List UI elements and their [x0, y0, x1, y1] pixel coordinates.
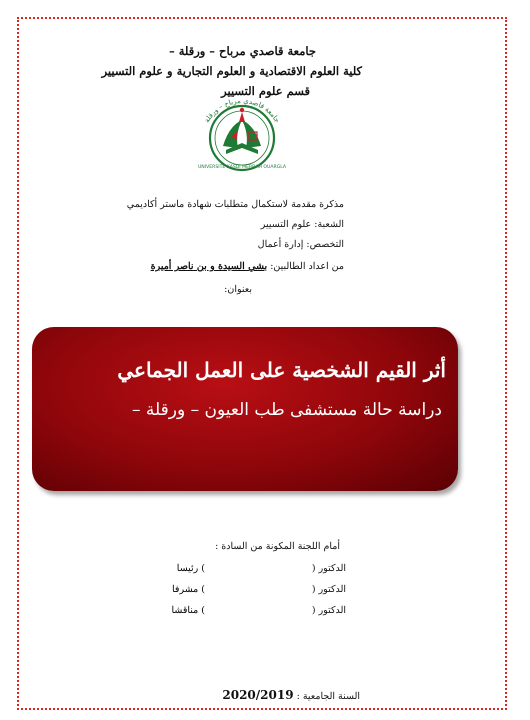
- title-label: بعنوان:: [224, 284, 252, 295]
- jury-member-label: الدكتور (: [311, 605, 346, 616]
- academic-year-value: 2020/2019: [222, 688, 294, 702]
- thesis-title: أثر القيم الشخصية على العمل الجماعي: [117, 358, 446, 382]
- jury-member-role: ) مشرفا: [172, 584, 205, 595]
- prepared-by-label: من اعداد الطالبين:: [270, 261, 344, 272]
- jury-intro: أمام اللجنة المكونة من السادة :: [215, 541, 340, 552]
- memo-branch: الشعبة: علوم التسيير: [260, 219, 344, 230]
- prepared-by: [151, 261, 344, 272]
- memo-specialty: التخصص: إدارة أعمال: [257, 239, 344, 250]
- student-names: بشي السيدة و بن ناصر أميرة: [150, 261, 268, 272]
- faculty-name: كلية العلوم الاقتصادية و العلوم التجارية و علوم التسيير: [101, 64, 362, 78]
- emblem-latin-text: UNIVERSITE KASDI MERBAH OUARGLA: [197, 165, 287, 170]
- jury-member-role: ) مناقشا: [171, 605, 205, 616]
- jury-member-label: الدكتور (: [311, 563, 346, 574]
- thesis-subtitle: دراسة حالة مستشفى طب العيون – ورقلة –: [131, 400, 442, 420]
- academic-year-label: السنة الجامعية :: [296, 691, 360, 702]
- academic-year: [222, 688, 360, 702]
- jury-member-label: الدكتور (: [311, 584, 346, 595]
- jury-member-role: ) رئيسا: [176, 563, 205, 574]
- emblem-arc-text: جامعة قاصدي مرباح – ورقلة: [202, 96, 282, 125]
- department-name: قسم علوم التسيير: [221, 84, 310, 98]
- memo-purpose: مذكرة مقدمة لاستكمال متطلبات شهادة ماستر أكاديمي: [126, 199, 344, 210]
- university-name: جامعة قاصدي مرباح – ورقلة –: [168, 44, 316, 58]
- university-emblem-icon: [193, 88, 291, 172]
